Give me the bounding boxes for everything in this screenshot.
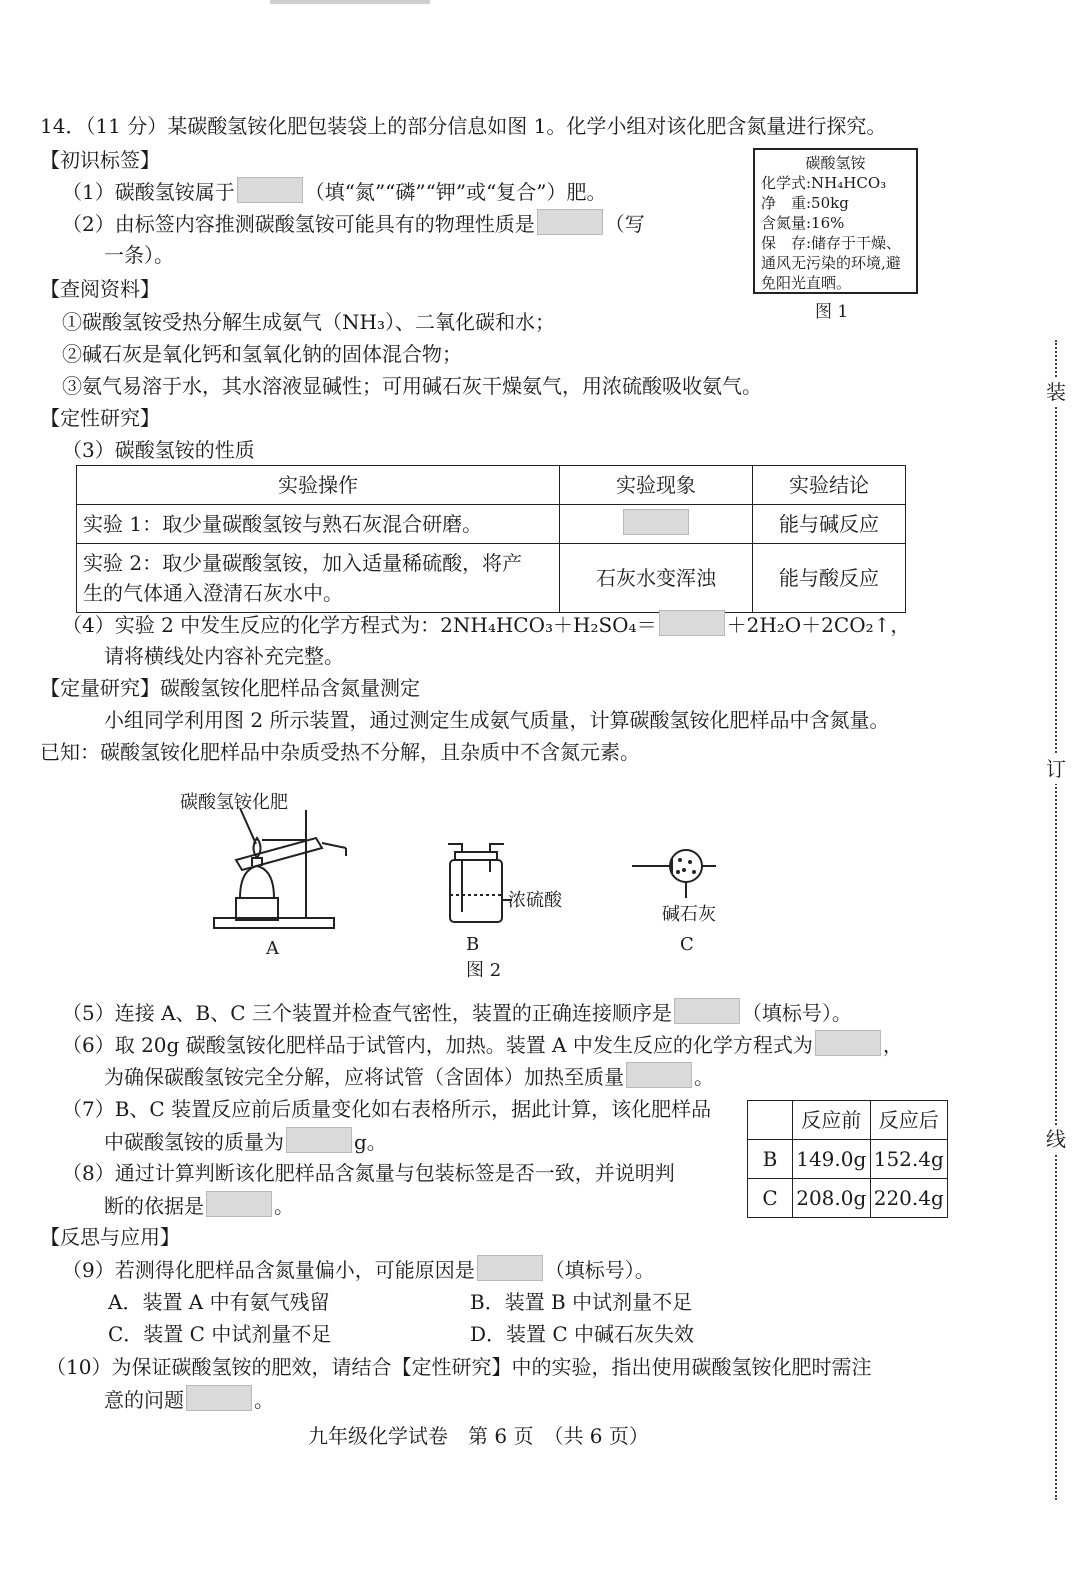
page-footer: 九年级化学试卷 第 6 页 （共 6 页） xyxy=(308,1424,649,1448)
mass-header-after: 反应后 xyxy=(870,1101,948,1140)
drying-tube-bulb xyxy=(670,850,702,882)
binding-line xyxy=(1055,340,1057,1500)
fig2-lime-label: 碱石灰 xyxy=(662,904,716,925)
answer-blank-8[interactable] xyxy=(286,1127,352,1153)
lime-granule xyxy=(688,860,692,864)
label-formula: 化学式:NH₄HCO₃ xyxy=(761,174,887,192)
question-7-cont: 中碳酸氢铵的质量为 g。 xyxy=(104,1127,387,1157)
lime-granule xyxy=(676,870,680,874)
section-label-quantitative: 【定量研究】碳酸氢铵化肥样品含氮量测定 xyxy=(40,676,420,700)
mass-row-name: C xyxy=(748,1179,793,1218)
question-7: （7）B、C 装置反应前后质量变化如右表格所示，据此计算，该化肥样品 xyxy=(62,1097,712,1121)
table-row xyxy=(748,1140,948,1179)
label-storage-3: 免阳光直晒。 xyxy=(761,274,852,292)
section-label-intro: 【初识标签】 xyxy=(40,148,160,172)
mass-header-before: 反应前 xyxy=(793,1101,871,1140)
reference-2: ②碱石灰是氧化钙和氢氧化钠的固体混合物； xyxy=(62,342,462,366)
header-conclusion: 实验结论 xyxy=(753,466,906,505)
binding-char-xian: 线 xyxy=(1044,1125,1068,1154)
binding-char-ding: 订 xyxy=(1044,755,1068,784)
mass-table xyxy=(747,1100,948,1218)
answer-blank-10[interactable] xyxy=(477,1255,543,1281)
option-b: B．装置 B 中试剂量不足 xyxy=(470,1290,693,1314)
question-2: （2）由标签内容推测碳酸氢铵可能具有的物理性质是 （写 xyxy=(62,209,645,239)
section-label-reference: 【查阅资料】 xyxy=(40,277,160,301)
option-c: C．装置 C 中试剂量不足 xyxy=(108,1322,332,1346)
reference-3: ③氨气易溶于水，其水溶液显碱性；可用碱石灰干燥氨气，用浓硫酸吸收氨气。 xyxy=(62,374,762,398)
inlet-tube xyxy=(448,844,462,852)
question-5: （5）连接 A、B、C 三个装置并检查气密性，装置的正确连接顺序是 （填标号）。 xyxy=(62,998,852,1028)
question-4: （4）实验 2 中发生反应的化学方程式为：2NH₄HCO₃＋H₂SO₄＝ ＋2H₂O＋2CO₂↑， xyxy=(62,610,910,640)
washing-bottle xyxy=(450,860,502,922)
question-8-cont: 断的依据是 。 xyxy=(104,1191,294,1221)
wood-block xyxy=(236,898,278,920)
outlet-tube xyxy=(490,844,504,852)
exp2-phenomenon: 石灰水变浑浊 xyxy=(560,544,753,613)
answer-blank-5[interactable] xyxy=(674,998,740,1024)
figure-2-caption: 图 2 xyxy=(466,960,502,981)
option-a: A．装置 A 中有氨气残留 xyxy=(108,1290,330,1314)
mass-row-after: 220.4g xyxy=(870,1179,948,1218)
question-10: （10）为保证碳酸氢铵的肥效，请结合【定性研究】中的实验，指出使用碳酸氢铵化肥时需注 xyxy=(46,1355,872,1379)
section-label-reflection: 【反思与应用】 xyxy=(40,1225,180,1249)
delivery-tube xyxy=(322,843,346,848)
fig2-acid-label: 浓硫酸 xyxy=(508,890,562,911)
question-2-cont: 一条）。 xyxy=(104,243,174,267)
table-header-row xyxy=(748,1101,948,1140)
fig2-label-b: B xyxy=(466,934,480,955)
quantitative-intro: 小组同学利用图 2 所示装置，通过测定生成氨气质量，计算碳酸氢铵化肥样品中含氮量。 xyxy=(104,708,890,732)
question-6: （6）取 20g 碳酸氢铵化肥样品于试管内，加热。装置 A 中发生反应的化学方程式为 ， xyxy=(62,1030,903,1060)
header-phenomenon: 实验现象 xyxy=(560,466,753,505)
known-condition: 已知：碳酸氢铵化肥样品中杂质受热不分解，且杂质中不含氮元素。 xyxy=(40,740,640,764)
option-d: D．装置 C 中碱石灰失效 xyxy=(470,1322,695,1346)
question-6-cont: 为确保碳酸氢铵完全分解，应将试管（含固体）加热至质量 。 xyxy=(104,1062,714,1092)
answer-blank-6[interactable] xyxy=(815,1030,881,1056)
question-9: （9）若测得化肥样品含氮量偏小，可能原因是 （填标号）。 xyxy=(62,1255,655,1285)
figure-1-caption: 图 1 xyxy=(815,302,849,322)
answer-blank-11[interactable] xyxy=(186,1385,252,1411)
question-10-cont: 意的问题 。 xyxy=(104,1385,274,1415)
question-4-cont: 请将横线处内容补充完整。 xyxy=(104,644,344,668)
lime-granule xyxy=(692,870,696,874)
label-storage-2: 通风无污染的环境,避 xyxy=(761,254,901,272)
lime-granule xyxy=(682,868,686,872)
mass-row-after: 152.4g xyxy=(870,1140,948,1179)
label-nitrogen: 含氮量:16% xyxy=(761,214,845,232)
fig2-sample-label: 碳酸氢铵化肥 xyxy=(180,792,288,813)
question-1: （1）碳酸氢铵属于 （填“氮”“磷”“钾”或“复合”）肥。 xyxy=(62,177,607,207)
exp1-conclusion: 能与碱反应 xyxy=(753,505,906,544)
exp2-operation: 实验 2：取少量碳酸氢铵，加入适量稀硫酸，将产 生的气体通入澄清石灰水中。 xyxy=(77,544,560,613)
header-operation: 实验操作 xyxy=(77,466,560,505)
question-3: （3）碳酸氢铵的性质 xyxy=(62,438,255,462)
question-8: （8）通过计算判断该化肥样品含氮量与包装标签是否一致，并说明判 xyxy=(62,1161,675,1185)
exp2-conclusion: 能与酸反应 xyxy=(753,544,906,613)
answer-blank-7[interactable] xyxy=(626,1062,692,1088)
binding-char-zhuang: 装 xyxy=(1044,378,1068,407)
question-14-stem: 14．（11 分）某碳酸氢铵化肥包装袋上的部分信息如图 1。化学小组对该化肥含氮量进行探究。 xyxy=(40,114,887,138)
mass-header-empty xyxy=(748,1101,793,1140)
table-row xyxy=(748,1179,948,1218)
label-weight: 净 重:50kg xyxy=(761,194,849,212)
mass-row-before: 149.0g xyxy=(793,1140,871,1179)
label-storage-1: 保 存:储存于干燥、 xyxy=(761,234,902,252)
exp1-operation: 实验 1：取少量碳酸氢铵与熟石灰混合研磨。 xyxy=(77,505,560,544)
test-tube xyxy=(236,838,322,870)
bottle-stopper xyxy=(455,852,497,860)
reference-1: ①碳酸氢铵受热分解生成氨气（NH₃）、二氧化碳和水； xyxy=(62,310,555,334)
section-label-qualitative: 【定性研究】 xyxy=(40,406,160,430)
lime-granule xyxy=(678,858,682,862)
alcohol-lamp xyxy=(240,866,274,898)
fig2-label-a: A xyxy=(266,938,279,959)
answer-blank-9[interactable] xyxy=(206,1191,272,1217)
label-title: 碳酸氢铵 xyxy=(805,154,866,172)
mass-row-name: B xyxy=(748,1140,793,1179)
fig2-label-c: C xyxy=(680,934,694,955)
mass-row-before: 208.0g xyxy=(793,1179,871,1218)
